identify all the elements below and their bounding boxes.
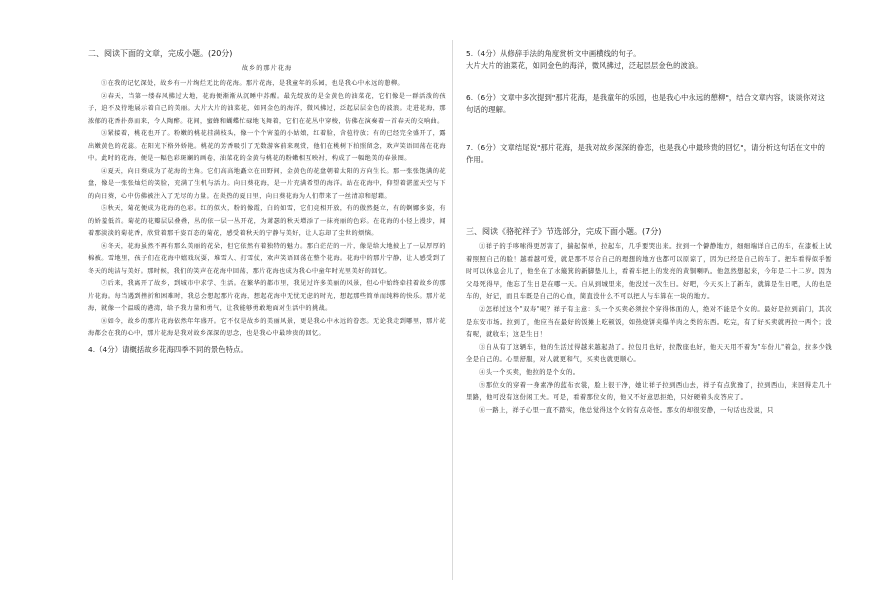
novel-paragraph-5: ⑤那位女的穿着一身素净的蓝布衣裳，脸上很干净，她让祥子拉到西山去，祥子有点犹豫了，拉到西山，来回得走几十里路，他可没有这份闲工夫。可是，看着那位女的，他又不好意思拒绝，只好硬着头皮答应了。 — [466, 381, 832, 402]
essay-paragraph-8: ⑧如今，故乡的那片花海依然年年盛开。它不仅是故乡的美丽风景，更是我心中永远的眷恋。无论我走到哪里，那片花海都会在我的心中，那片花海是我对故乡深深的思念，也是我心中最珍贵的回忆。 — [88, 317, 446, 337]
essay-paragraph-2: ②春天，当第一缕春风拂过大地，花海便渐渐从沉睡中苏醒。最先绽放的是金黄色的油菜花，它们像是一群活泼的孩子，迫不及待地展示着自己的美丽。大片大片的油菜花，如同金色的海洋，微风拂过，泛起层层金色的波浪。走进花海，那浓郁的花香扑鼻而来，令人陶醉。花间，蜜蜂和蝴蝶忙碌地飞舞着，它们在花丛中穿梭，仿佛在演奏着一首春天的交响曲。 — [88, 92, 446, 125]
novel-paragraph-3: ③自从有了这辆车，他的生活过得越来越起劲了。拉包月也好，拉散座也好，他天天用不着为"车份儿"着急，拉多少钱全是自己的。心里舒服，对人就更和气，买卖也就更顺心。 — [466, 343, 832, 364]
novel-paragraph-2: ②怎样过这个"双寿"呢？祥子有主意：头一个买卖必须拉个穿得体面的人，绝对不能是个女的。最好是拉到前门，其次是东安市场。拉到了，他应当在最好的饭摊上吃顿饭，如热烧饼夹爆羊肉之类的东西。吃完，有了好买卖就再拉一两个；没有呢，就收车；这是生日！ — [466, 305, 832, 339]
question-5-quote: 大片大片的油菜花，如同金色的海洋，微风拂过，泛起层层金色的波浪。 — [466, 61, 703, 70]
essay-paragraph-6: ⑥冬天，花海虽然不再有那么美丽的花朵，但它依然有着独特的魅力。那白茫茫的一片，像是给大地披上了一层厚厚的棉被。雪地里，孩子们在花海中嬉戏玩耍，堆雪人、打雪仗，欢声笑语回荡在整个花海。花海中的那片宁静，让人感受到了冬天的纯洁与美好。那时候，我们的笑声在花海中回荡，那片花海也成为我心中童年时光里美好的回忆。 — [88, 242, 446, 275]
section-3-title: 三、阅读《骆驼祥子》节选部分，完成下面小题。(7分) — [466, 227, 662, 236]
novel-paragraph-1: ①祥子的手哆嗦得更厉害了，揣起保单，拉起车，几乎要哭出来。拉到一个僻静地方，细细端详自己的车，在漆板上试着照照自己的脸！越看越可爱，就是那不尽合自己的理想的地方也都可以原谅了，因为已经是自己的车了。把车看得似乎暂时可以休息会儿了，他坐在了水簸箕的新脚垫儿上，看着车把上的发亮的黄铜喇叭。他忽然想起来，今年是二十二岁。因为父母死得早，他忘了生日是在哪一天。自从到城里来，他没过一次生日。好吧，今天买上了新车，就算是生日吧，人的也是车的，好记，而且车既是自己的心血，简直没什么不可以把人与车算在一块的地方。 — [466, 243, 832, 301]
essay-paragraph-5: ⑤秋天，菊花便成为花海的色彩。红的似火，粉的像霞，白的如雪，它们竞相开放，有的傲然挺立，有的婀娜多姿，有的娇羞低首。菊花的花瓣层层叠叠，丛的依一层一丛开花，为萧瑟的秋天增添了一抹亮丽的色彩。在花海的小径上漫步，闻着那淡淡的菊花香，欣赏着那千姿百态的菊花，感受着秋天的宁静与美好，让人忘却了尘世的烦恼。 — [88, 205, 446, 237]
essay-paragraph-3: ③紧接着，桃花也开了。粉嫩的桃花挂满枝头，像一个个害羞的小姑娘，红着脸，含苞待放；有的已经完全盛开了，露出嫩黄色的花蕊。在阳光下格外娇艳。桃花的芳香吸引了无数游客前来观赏，他们在桃树下拍照留念，欢声笑语回荡在花海中。此时的花海，便是一幅色彩斑斓的画卷，油菜花的金黄与桃花的粉嫩相互映衬，构成了一幅绝美的春景图。 — [88, 130, 446, 162]
question-7: 7.（6分）文章结尾说"那片花海，是我对故乡深深的眷恋，也是我心中最珍贵的回忆"，请分析这句话在文中的作用。 — [466, 143, 826, 164]
question-5: 5.（4分）从修辞手法的角度赏析文中画横线的句子。 — [466, 49, 641, 58]
question-6: 6.（6分）文章中多次提到"那片花海，是我童年的乐园，也是我心中永远的憩柳"，结合文章内容，谈谈你对这句话的理解。 — [466, 93, 826, 114]
right-column — [466, 48, 832, 417]
essay-paragraph-1: ①在我的记忆深处，故乡有一片绚烂无比的花海。那片花海，是我童年的乐园，也是我心中永远的憩柳。 — [101, 80, 405, 87]
essay-title: 故乡的那片花海 — [241, 65, 293, 72]
novel-paragraph-4: ④头一个买卖，他拉的是个女的。 — [479, 368, 580, 376]
column-divider — [452, 40, 453, 580]
novel-paragraph-6: ⑥一路上，祥子心里一直不踏实，他总觉得这个女的有点奇怪。那女的却很安静，一句话也没说，只 — [479, 406, 774, 414]
left-column — [88, 48, 446, 356]
question-4: 4.（4分）请概括故乡花海四季不同的景色特点。 — [88, 344, 248, 354]
essay-paragraph-7: ⑦后来，我离开了故乡，到城市中求学、生活。在繁华的都市里，我见过许多美丽的风景，但心中始终牵挂着故乡的那片花海。每当遇到挫折和困难时，我总会想起那片花海，想起花海中无忧无虑的时光，想起那些简单而纯粹的快乐。那片花海，就像一个温暖的港湾，给予我力量和勇气，让我能够勇敢地面对生活中的挑战。 — [88, 280, 446, 312]
essay-paragraph-4: ④夏天，向日葵成为了花海的主角。它们高高地矗立在田野间，金黄色的花盘朝着太阳的方向生长。那一张张饱满的花盘，像是一张张灿烂的笑脸，充满了生机与活力。向日葵花海，是一片充满希望的海洋。站在花海中，仰望着湛蓝天空与下的向日葵，心中仿佛被注入了无尽的力量。在炎热的夏日里，向日葵花海为人们带来了一丝清凉和慰藉。 — [88, 167, 446, 200]
section-2-title: 二、阅读下面的文章，完成小题。(20分) — [88, 49, 233, 58]
